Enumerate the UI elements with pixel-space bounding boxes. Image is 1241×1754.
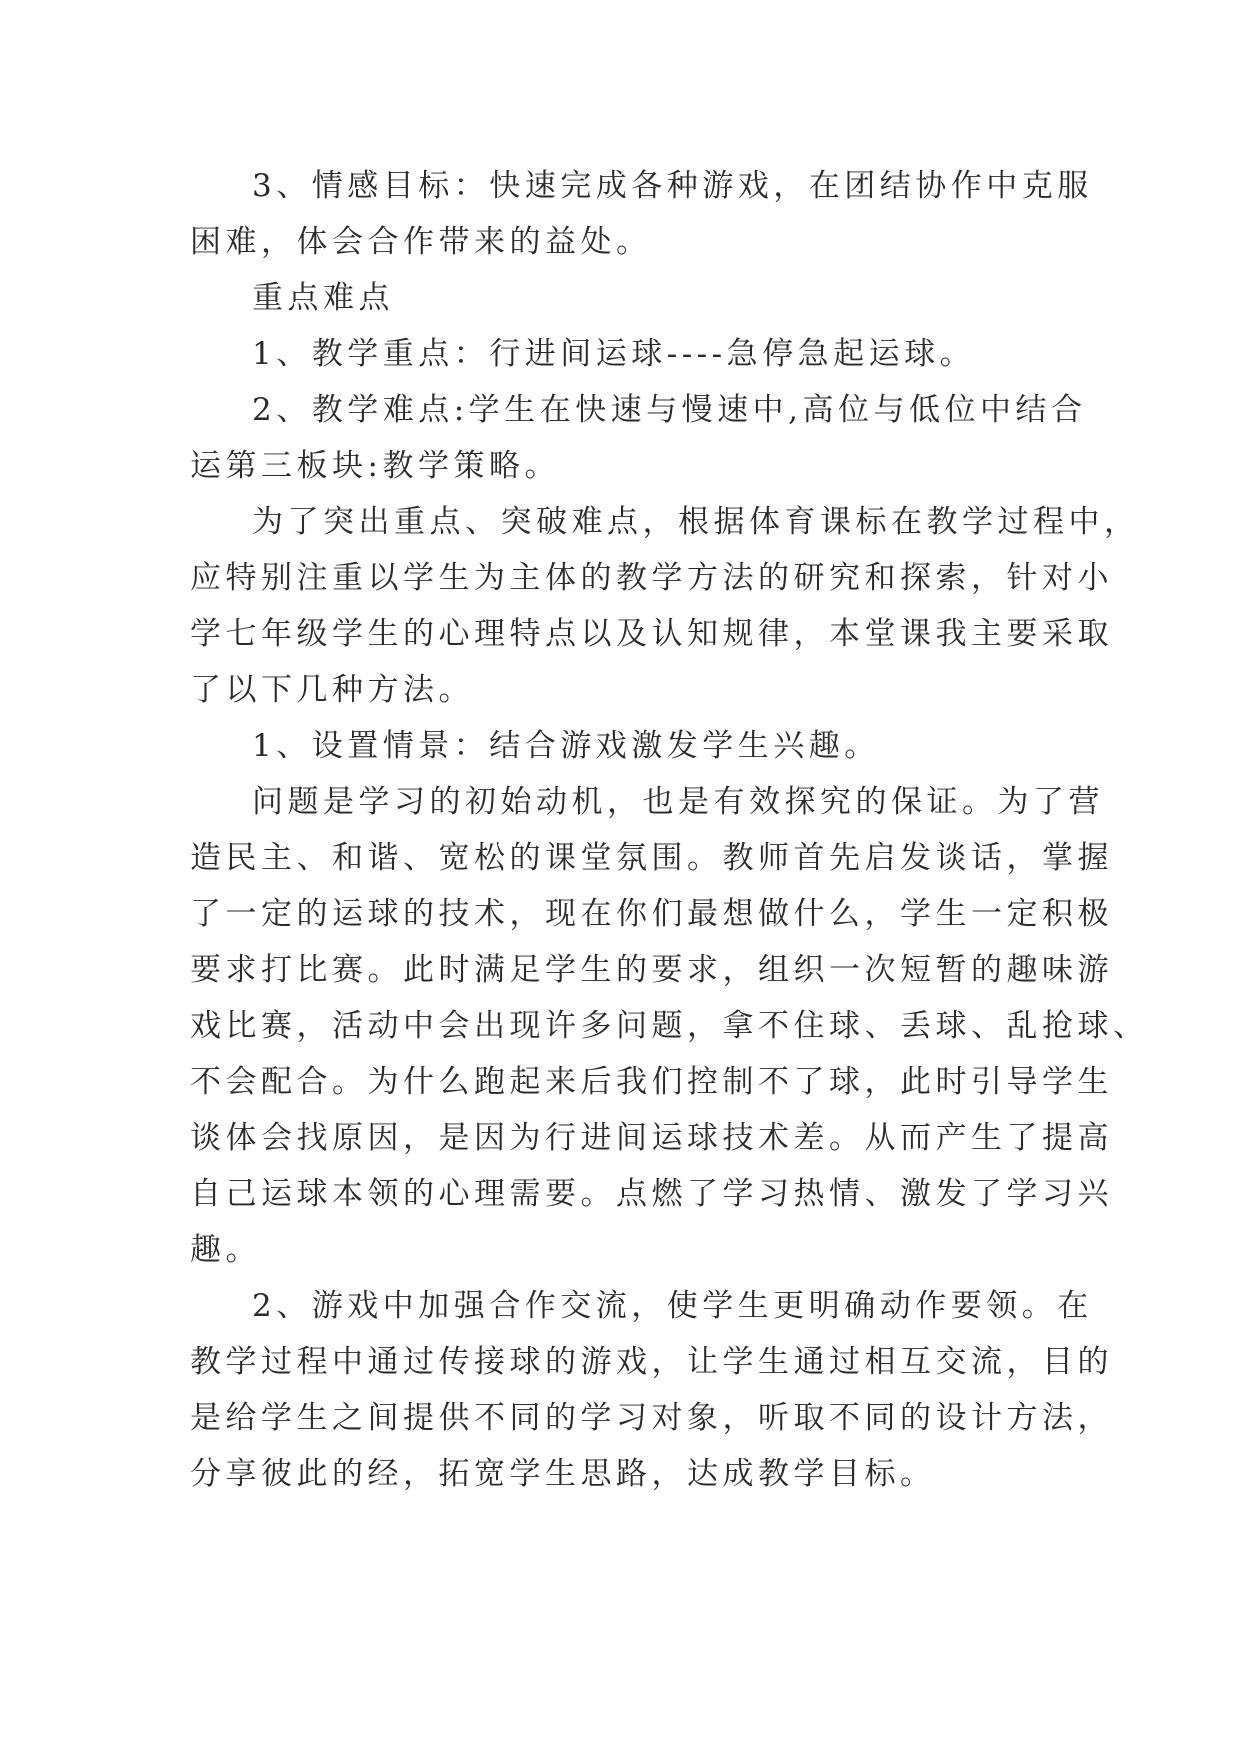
text-line: 造民主、和谐、宽松的课堂氛围。教师首先启发谈话，掌握 [190, 840, 1113, 876]
text-line: 2、游戏中加强合作交流，使学生更明确动作要领。在 [252, 1288, 1093, 1324]
paragraph-teaching-focus [190, 326, 1050, 382]
text-line: 了一定的运球的技术，现在你们最想做什么，学生一定积极 [190, 896, 1113, 932]
text-line: 了以下几种方法。 [190, 672, 474, 708]
text-line: 重点难点 [252, 280, 394, 316]
document-body [190, 158, 1149, 1502]
text-line: 困难，体会合作带来的益处。 [190, 224, 652, 260]
text-line: 谈体会找原因，是因为行进间运球技术差。从而产生了提高 [190, 1120, 1113, 1156]
text-line: 趣。 [190, 1232, 261, 1268]
text-line: 3、情感目标：快速完成各种游戏，在团结协作中克服 [252, 168, 1093, 204]
text-line: 自己运球本领的心理需要。点燃了学习热情、激发了学习兴 [190, 1176, 1113, 1212]
text-line: 1、设置情景：结合游戏激发学生兴趣。 [252, 728, 880, 764]
paragraph-method-2 [190, 1278, 1113, 1502]
text-line: 问题是学习的初始动机，也是有效探究的保证。为了营 [252, 784, 1104, 820]
text-line: 不会配合。为什么跑起来后我们控制不了球，此时引导学生 [190, 1064, 1113, 1100]
paragraph-method-1-heading [190, 718, 1050, 774]
text-line: 是给学生之间提供不同的学习对象，听取不同的设计方法， [190, 1400, 1113, 1436]
text-line: 教学过程中通过传接球的游戏，让学生通过相互交流，目的 [190, 1344, 1113, 1380]
text-line: 2、教学难点:学生在快速与慢速中,高位与低位中结合 [252, 392, 1087, 428]
paragraph-strategy-intro [190, 494, 1140, 718]
text-line: 戏比赛，活动中会出现许多问题，拿不住球、丢球、乱抢球、 [190, 1008, 1149, 1044]
paragraph-method-1-body [190, 774, 1149, 1278]
section-heading-key-points [190, 270, 1050, 326]
text-line: 运第三板块:教学策略。 [190, 448, 560, 484]
text-line: 要求打比赛。此时满足学生的要求，组织一次短暂的趣味游 [190, 952, 1113, 988]
text-line: 分享彼此的经，拓宽学生思路，达成教学目标。 [190, 1456, 936, 1492]
paragraph-emotional-goal [190, 158, 1093, 270]
text-line: 为了突出重点、突破难点，根据体育课标在教学过程中， [252, 504, 1140, 540]
paragraph-teaching-difficulty [190, 382, 1087, 494]
text-line: 学七年级学生的心理特点以及认知规律，本堂课我主要采取 [190, 616, 1113, 652]
text-line: 应特别注重以学生为主体的教学方法的研究和探索，针对小 [190, 560, 1113, 596]
text-line: 1、教学重点：行进间运球----急停急起运球。 [252, 336, 976, 372]
